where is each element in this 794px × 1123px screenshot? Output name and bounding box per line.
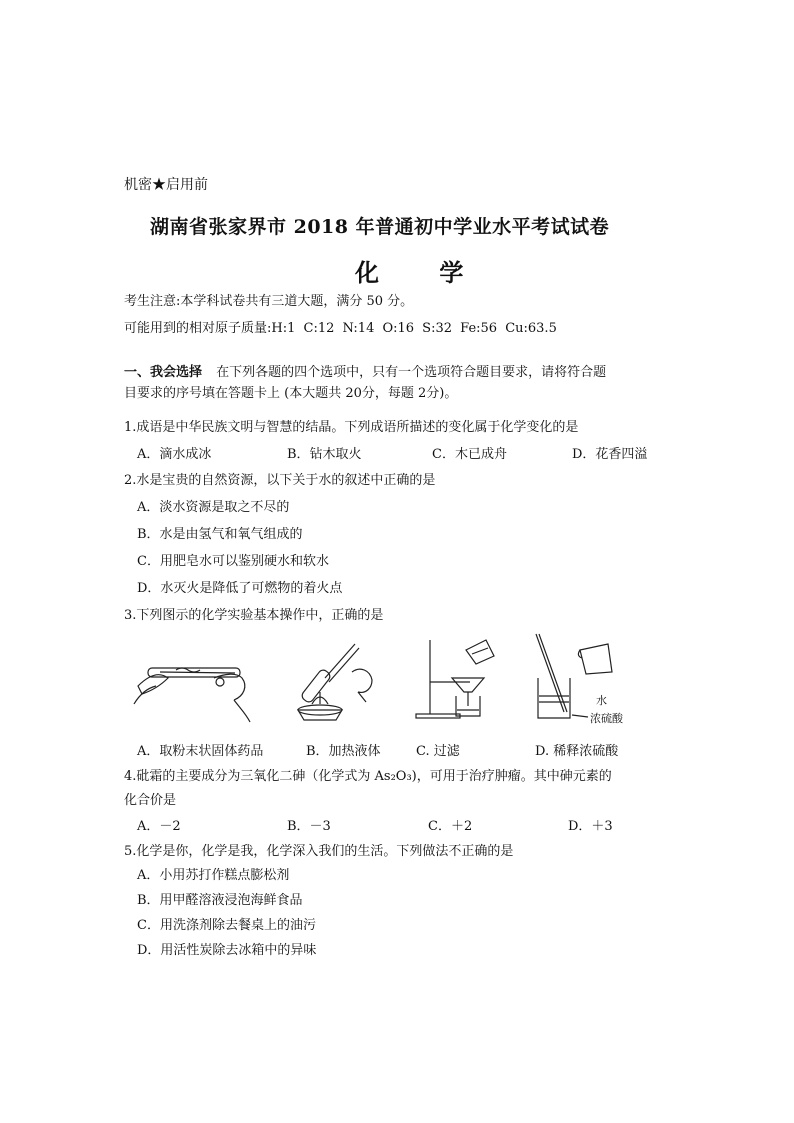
question-3-stem: 3.下列图示的化学实验基本操作中，正确的是 xyxy=(124,608,384,623)
acid-label: 浓硫酸 xyxy=(590,712,623,725)
atomic-mass-line: 可能用到的相对原子质量:H:1 C:12 N:14 O:16 S:32 Fe:56 Cu:63.5 xyxy=(124,321,557,336)
figure-a-powder-transfer xyxy=(134,668,250,722)
question-4-stem-line1: 4.砒霜的主要成分为三氧化二砷（化学式为 As₂O₃)，可用于治疗肿瘤。其中砷元素的 xyxy=(124,769,612,784)
question-1-options xyxy=(0,446,794,464)
section-instruction-line1 xyxy=(124,364,606,382)
figure-d-diluting-acid xyxy=(536,634,624,725)
option-d: D．＋3 xyxy=(568,819,613,834)
figure-c-filtration xyxy=(416,640,494,718)
section-label: 一、我会选择 xyxy=(124,365,203,380)
question-5-option-b: B．用甲醛溶液浸泡海鲜食品 xyxy=(137,893,303,908)
confidential-mark: 机密★启用前 xyxy=(124,177,208,193)
option-d: D. 稀释浓硫酸 xyxy=(535,744,619,759)
question-5-option-a: A．小用苏打作糕点膨松剂 xyxy=(137,868,290,883)
question-4-options xyxy=(0,818,794,836)
question-2-option-c: C．用肥皂水可以鉴别硬水和软水 xyxy=(137,554,329,569)
section-instruction-text: 在下列各题的四个选项中，只有一个选项符合题目要求，请将符合题 xyxy=(216,365,607,380)
option-c: C．木已成舟 xyxy=(432,447,507,462)
question-3-figures xyxy=(120,630,660,730)
option-a: A．滴水成冰 xyxy=(137,447,212,462)
question-2-option-a: A．淡水资源是取之不尽的 xyxy=(137,500,290,515)
option-c: C．＋2 xyxy=(428,819,473,834)
question-2-stem: 2.水是宝贵的自然资源，以下关于水的叙述中正确的是 xyxy=(124,473,436,488)
question-2-option-d: D．水灭火是降低了可燃物的着火点 xyxy=(137,581,343,596)
section-instruction-line2: 目要求的序号填在答题卡上 (本大题共 20分，每题 2分)。 xyxy=(124,386,458,401)
water-label: 水 xyxy=(596,694,607,707)
option-c: C. 过滤 xyxy=(416,744,460,759)
option-a: A．－2 xyxy=(137,819,181,834)
option-b: B．－3 xyxy=(287,819,331,834)
exam-notice: 考生注意:本学科试卷共有三道大题，满分 50 分。 xyxy=(124,294,414,309)
question-5-option-d: D．用活性炭除去冰箱中的异味 xyxy=(137,943,317,958)
question-4-stem-line2: 化合价是 xyxy=(124,793,177,808)
question-2-option-b: B．水是由氢气和氧气组成的 xyxy=(137,527,303,542)
exam-title: 湖南省张家界市 2018 年普通初中学业水平考试试卷 xyxy=(150,216,610,238)
option-a: A．取粉末状固体药品 xyxy=(137,744,264,759)
question-5-stem: 5.化学是你，化学是我，化学深入我们的生活。下列做法不正确的是 xyxy=(124,844,514,859)
question-1-stem: 1.成语是中华民族文明与智慧的结晶。下列成语所描述的变化属于化学变化的是 xyxy=(124,420,579,435)
option-b: B．加热液体 xyxy=(306,744,381,759)
option-b: B．钻木取火 xyxy=(287,447,362,462)
question-3-options xyxy=(0,743,794,761)
figure-b-heating-liquid xyxy=(298,644,372,720)
question-5-option-c: C．用洗涤剂除去餐桌上的油污 xyxy=(137,918,316,933)
option-d: D．花香四溢 xyxy=(572,447,648,462)
subject-title: 化 学 xyxy=(355,258,490,287)
